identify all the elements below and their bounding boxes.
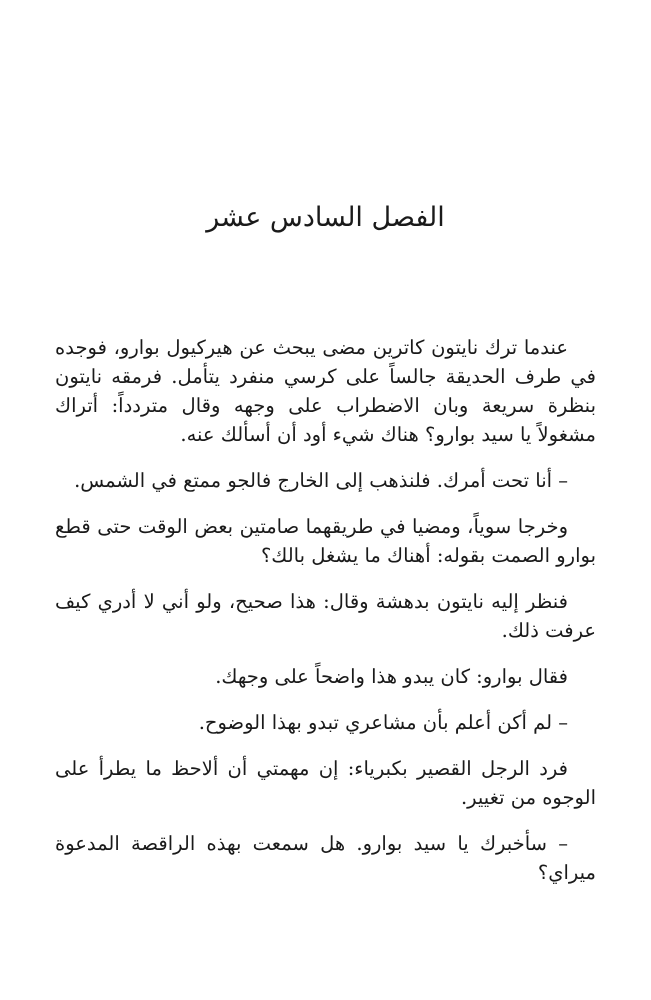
paragraph: فرد الرجل القصير بكبرياء: إن مهمتي أن ألاحظ ما يطرأ على الوجوه من تغيير. [55,757,596,809]
paragraph: وخرجا سوياً، ومضيا في طريقهما صامتين بعض الوقت حتى قطع بوارو الصمت بقوله: أهناك ما يشغل بالك؟ [55,515,596,567]
paragraph: – أنا تحت أمرك. فلنذهب إلى الخارج فالجو ممتع في الشمس. [74,469,568,492]
paragraph: فنظر إليه نايتون بدهشة وقال: هذا صحيح، ولو أني لا أدري كيف عرفت ذلك. [55,590,596,642]
chapter-body [55,333,596,904]
paragraph: – سأخبرك يا سيد بوارو. هل سمعت بهذه الراقصة المدعوة ميراي؟ [55,832,596,884]
chapter-title: الفصل السادس عشر [206,202,445,233]
paragraph: – لم أكن أعلم بأن مشاعري تبدو بهذا الوضوح. [198,711,568,734]
paragraph: فقال بوارو: كان يبدو هذا واضحاً على وجهك. [215,665,568,688]
paragraph: عندما ترك نايتون كاترين مضى يبحث عن هيركيول بوارو، فوجده في طرف الحديقة جالساً على كرسي منفرد يتأمل. فرمقه نايتون بنظرة سريعة وبان الاضطراب على وجهه وقال متردداً: أتراك مشغولاً يا سيد بوارو؟ هناك شيء أود أن أسألك عنه. [55,336,596,446]
